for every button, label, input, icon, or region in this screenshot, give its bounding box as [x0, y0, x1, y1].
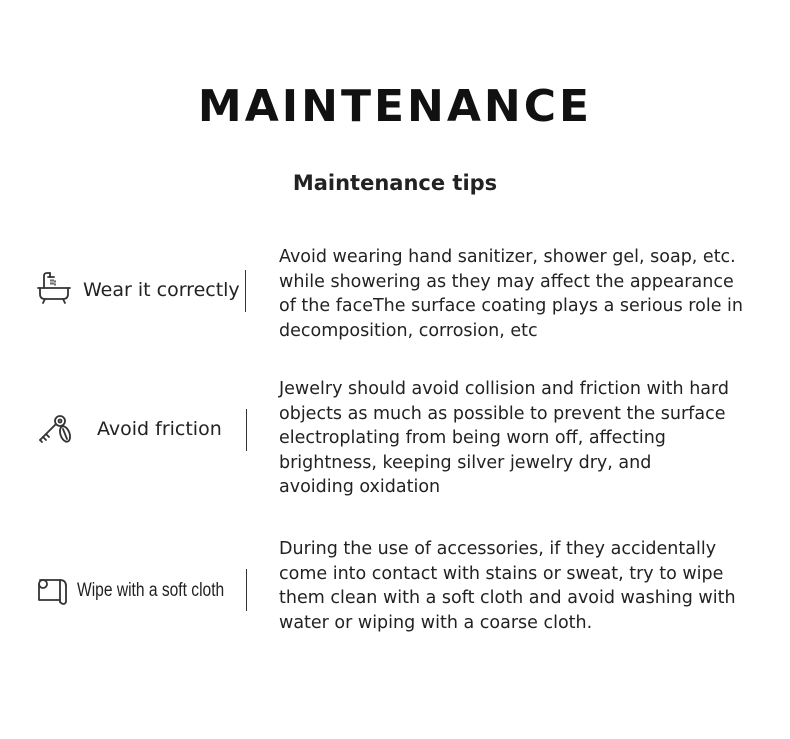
tip-description-line: electroplating from being worn off, affecting	[279, 428, 666, 448]
tip-description	[279, 245, 779, 343]
tip-description-line: decomposition, corrosion, etc	[279, 320, 538, 341]
tip-divider	[246, 409, 247, 451]
tip-description-line: During the use of accessories, if they accidentally	[279, 539, 717, 559]
tip-description	[279, 537, 779, 635]
tip-label: Wipe with a soft cloth	[77, 580, 225, 601]
tip-label: Avoid friction	[97, 418, 222, 440]
tip-description-line: while showering as they may affect the appearance	[279, 271, 734, 292]
tip-description-line: brightness, keeping silver jewelry dry, and	[279, 452, 652, 473]
bathtub-shower-icon	[34, 268, 74, 308]
tip-divider	[246, 569, 247, 611]
tip-description	[279, 377, 779, 500]
tip-description-line: Avoid wearing hand sanitizer, shower gel, soap, etc.	[279, 247, 736, 267]
tip-description-line: objects as much as possible to prevent the surface	[279, 403, 726, 424]
page-title: MAINTENANCE	[197, 81, 593, 132]
tip-divider	[245, 270, 246, 312]
tip-description-line: water or wiping with a coarse cloth.	[279, 612, 593, 633]
tip-description-line: avoiding oxidation	[279, 477, 441, 497]
tip-description-line: come into contact with stains or sweat, try to wipe	[279, 563, 724, 584]
tip-description-line: of the faceThe surface coating plays a serious role in	[279, 296, 743, 316]
cloth-roll-icon	[34, 572, 74, 612]
tip-label: Wear it correctly	[83, 279, 240, 301]
keys-icon	[34, 410, 74, 450]
page-subtitle: Maintenance tips	[292, 171, 498, 195]
tip-description-line: Jewelry should avoid collision and friction with hard	[279, 379, 730, 399]
tip-description-line: them clean with a soft cloth and avoid washing with	[279, 588, 736, 608]
